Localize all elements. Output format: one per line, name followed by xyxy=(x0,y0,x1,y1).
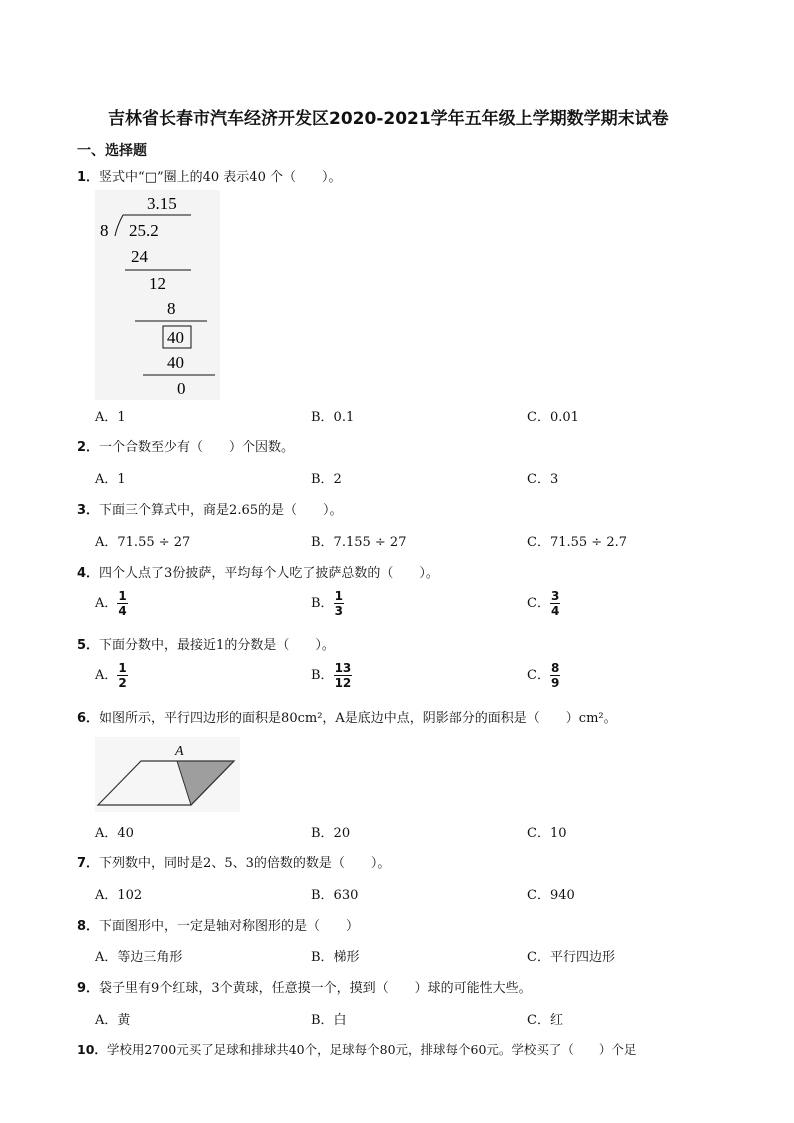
option-c[interactable] xyxy=(527,661,560,690)
option-b[interactable]: B．20 xyxy=(311,826,351,841)
option-c[interactable]: C．10 xyxy=(527,826,567,841)
option-label: A． xyxy=(95,668,118,683)
fraction-numerator: 1 xyxy=(334,589,343,603)
option-a[interactable]: A．1 xyxy=(95,410,126,425)
fraction-numerator: 8 xyxy=(550,661,560,675)
fraction xyxy=(334,589,344,618)
page-title: 吉林省长春市汽车经济开发区2020-2021学年五年级上学期数学期末试卷 xyxy=(108,109,669,129)
question-text: 如图所示，平行四边形的面积是80cm²，A是底边中点，阴影部分的面积是（ ）cm²。 xyxy=(99,711,617,726)
option-a[interactable]: A．102 xyxy=(95,888,143,903)
fraction-denominator: 3 xyxy=(334,604,343,618)
question-3 xyxy=(77,499,343,518)
fraction-numerator: 1 xyxy=(118,661,127,675)
fraction-denominator: 12 xyxy=(334,676,352,690)
question-text: 四个人点了3份披萨，平均每个人吃了披萨总数的（ ）。 xyxy=(99,566,439,581)
division-step-5: 40 xyxy=(167,353,184,372)
division-step-2: 12 xyxy=(149,274,166,293)
fraction-numerator: 13 xyxy=(334,661,352,675)
option-c[interactable]: C．0.01 xyxy=(527,410,579,425)
question-2 xyxy=(77,436,294,455)
option-label: C． xyxy=(527,668,550,683)
question-number: 2． xyxy=(77,440,100,455)
fraction xyxy=(550,589,560,618)
option-b[interactable]: B．白 xyxy=(311,1013,347,1028)
question-text: 袋子里有9个红球，3个黄球，任意摸一个，摸到（ ）球的可能性大些。 xyxy=(99,981,532,996)
question-number: 5． xyxy=(77,638,100,653)
division-divisor: 8 xyxy=(100,221,109,240)
option-a[interactable]: A．40 xyxy=(95,826,134,841)
question-text: 下列数中，同时是2、5、3的倍数的数是（ ）。 xyxy=(99,856,391,871)
question-text: 下面分数中，最接近1的分数是（ ）。 xyxy=(99,638,335,653)
question-number: 7． xyxy=(77,856,100,871)
fraction-denominator: 4 xyxy=(550,604,560,618)
option-b[interactable]: B．0.1 xyxy=(311,410,355,425)
fraction-numerator: 3 xyxy=(550,589,560,603)
question-text: 下面图形中，一定是轴对称图形的是（ ） xyxy=(99,919,360,934)
fraction xyxy=(550,661,560,690)
point-a-label: A xyxy=(175,744,184,759)
question-number: 3． xyxy=(77,503,100,518)
option-a[interactable]: A．1 xyxy=(95,472,126,487)
question-9 xyxy=(77,977,532,996)
fraction-denominator: 4 xyxy=(118,604,127,618)
fraction-denominator: 9 xyxy=(550,676,560,690)
fraction-denominator: 2 xyxy=(118,676,127,690)
fraction xyxy=(117,661,127,690)
option-b[interactable]: B．2 xyxy=(311,472,342,487)
question-8 xyxy=(77,915,359,934)
option-c[interactable]: C．平行四边形 xyxy=(527,950,615,965)
question-text: 一个合数至少有（ ）个因数。 xyxy=(99,440,295,455)
option-a[interactable]: A．71.55 ÷ 27 xyxy=(95,535,191,550)
question-10 xyxy=(77,1040,636,1058)
parallelogram-figure xyxy=(95,737,240,812)
long-division-figure xyxy=(95,190,220,400)
question-number: 10． xyxy=(77,1042,107,1057)
question-1 xyxy=(77,166,341,185)
option-a[interactable]: A．黄 xyxy=(95,1013,131,1028)
option-a[interactable] xyxy=(95,661,128,690)
option-c[interactable] xyxy=(527,589,560,618)
option-label: B． xyxy=(311,596,334,611)
option-c[interactable]: C．940 xyxy=(527,888,575,903)
division-quotient: 3.15 xyxy=(147,194,177,213)
question-number: 8． xyxy=(77,919,100,934)
fraction xyxy=(117,589,127,618)
question-7 xyxy=(77,852,390,871)
question-number: 6． xyxy=(77,711,100,726)
question-5 xyxy=(77,634,335,653)
option-b[interactable]: B．7.155 ÷ 27 xyxy=(311,535,407,550)
fraction-numerator: 1 xyxy=(118,589,127,603)
division-step-1: 24 xyxy=(131,247,148,266)
fraction xyxy=(334,661,353,690)
question-text: 学校用2700元买了足球和排球共40个，足球每个80元，排球每个60元。学校买了（ ）个足 xyxy=(106,1042,637,1057)
option-label: C． xyxy=(527,596,550,611)
question-4 xyxy=(77,562,439,581)
division-dividend: 25.2 xyxy=(129,221,159,240)
question-6 xyxy=(77,707,617,726)
division-step-3: 8 xyxy=(167,299,176,318)
option-b[interactable]: B．630 xyxy=(311,888,359,903)
division-remainder: 0 xyxy=(177,379,186,398)
question-number: 1． xyxy=(77,170,100,185)
option-label: B． xyxy=(311,668,334,683)
option-a[interactable] xyxy=(95,589,128,618)
question-number: 9． xyxy=(77,981,100,996)
division-boxed-40: 40 xyxy=(167,328,184,347)
section-heading: 一、选择题 xyxy=(77,143,147,159)
option-label: A． xyxy=(95,596,118,611)
question-text: 竖式中“□”圈上的40 表示40 个（ ）。 xyxy=(99,170,342,185)
option-c[interactable]: C．71.55 ÷ 2.7 xyxy=(527,535,627,550)
option-b[interactable] xyxy=(311,661,352,690)
option-b[interactable]: B．梯形 xyxy=(311,950,360,965)
option-c[interactable]: C．红 xyxy=(527,1013,563,1028)
option-b[interactable] xyxy=(311,589,344,618)
option-a[interactable]: A．等边三角形 xyxy=(95,950,183,965)
question-text: 下面三个算式中，商是2.65的是（ ）。 xyxy=(99,503,343,518)
question-number: 4． xyxy=(77,566,100,581)
option-c[interactable]: C．3 xyxy=(527,472,559,487)
